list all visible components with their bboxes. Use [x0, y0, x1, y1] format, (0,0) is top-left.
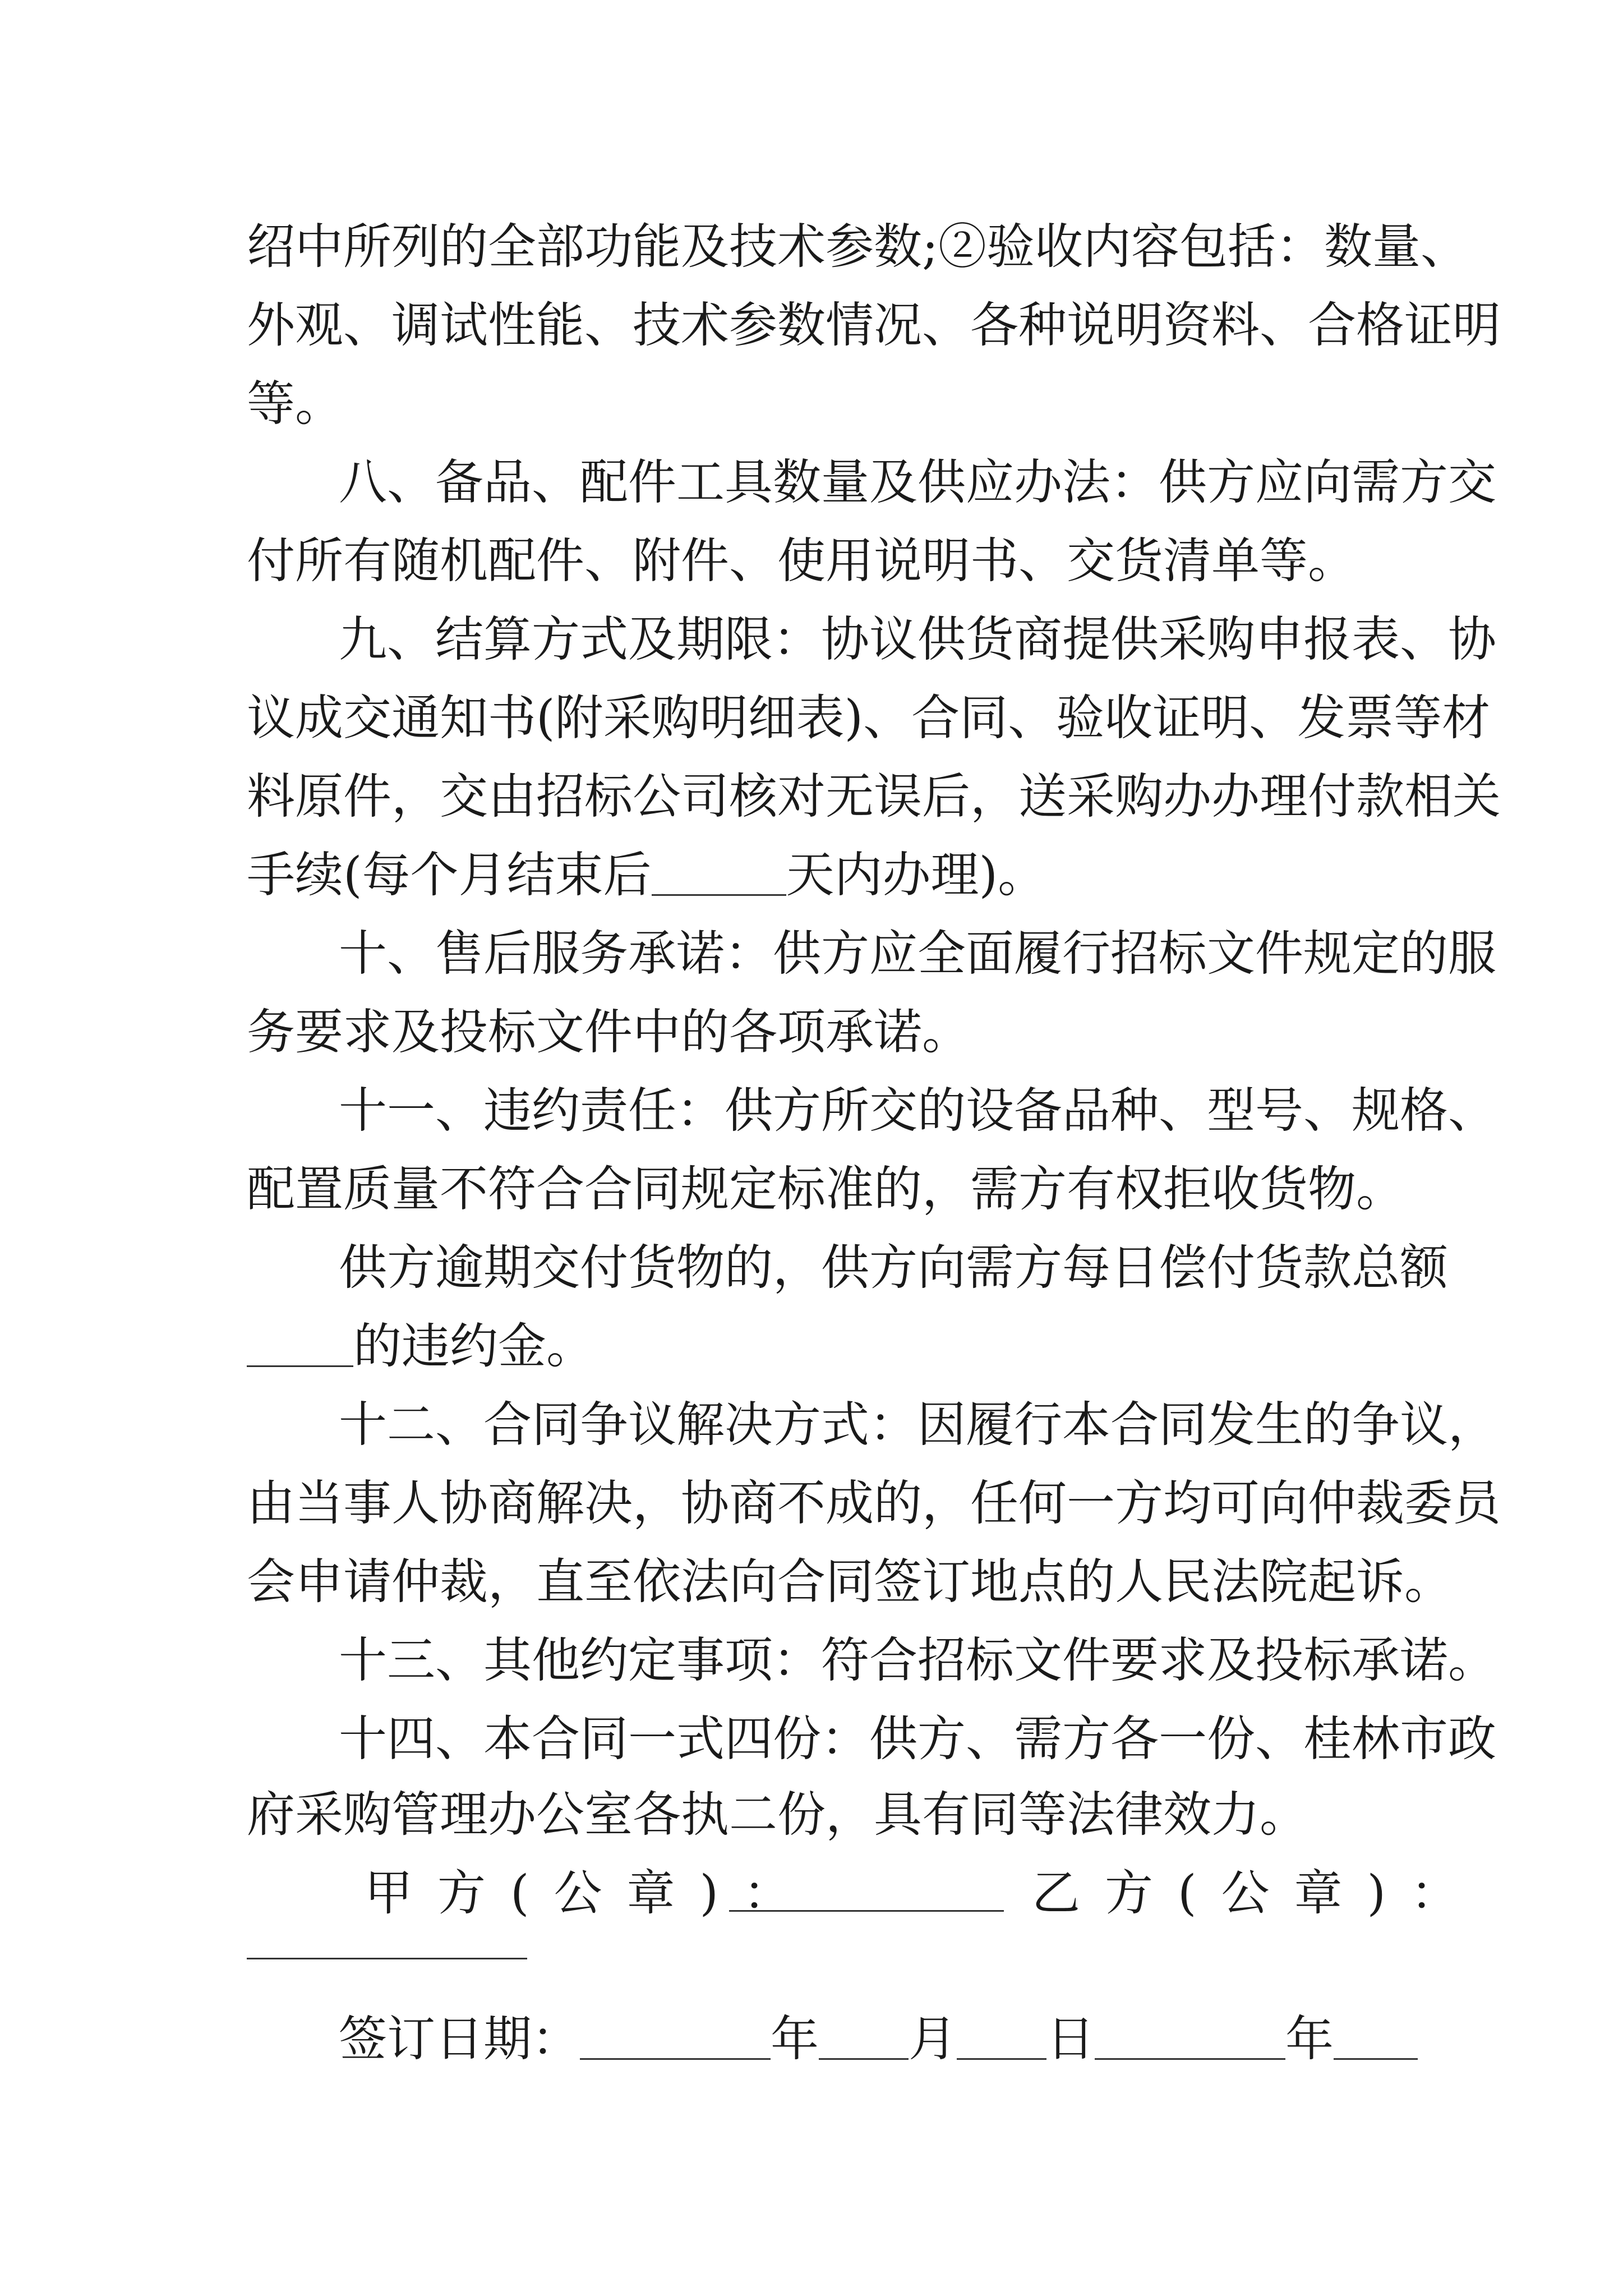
text-line: 等。: [247, 376, 343, 432]
blank-day: [957, 2018, 1046, 2060]
party-a-signature-line: [729, 1910, 1004, 1912]
text-line: 由当事人协商解决，协商不成的，任何一方均可向仲裁委员: [247, 1475, 1501, 1531]
text-line: 议成交通知书(附采购明细表)、合同、验收证明、发票等材: [247, 690, 1491, 746]
text-line: 会申请仲裁，直至依法向合同签订地点的人民法院起诉。: [247, 1554, 1453, 1610]
clause-14-line: 十四、本合同一式四份：供方、需方各一份、桂林市政: [339, 1711, 1496, 1767]
blank-month-2: [1334, 2018, 1418, 2060]
text-segment: 的违约金。: [353, 1318, 594, 1374]
blank-penalty: [247, 1325, 353, 1367]
clause-9-line: 九、结算方式及期限：协议供货商提供采购申报表、协: [339, 611, 1496, 668]
month-label: 月: [909, 2011, 957, 2067]
clause-10-line: 十、售后服务承诺：供方应全面履行招标文件规定的服: [339, 926, 1496, 982]
text-line: 配置质量不符合合同规定标准的，需方有权拒收货物。: [247, 1161, 1404, 1217]
text-line: 付所有随机配件、附件、使用说明书、交货清单等。: [247, 533, 1356, 589]
blank-year-2: [1095, 2018, 1285, 2060]
clause-12-line: 十二、合同争议解决方式：因履行本合同发生的争议，: [339, 1397, 1496, 1453]
party-b-signature-line: [247, 1958, 527, 1959]
text-line: [247, 1301, 1380, 1391]
clause-13-line: 十三、其他约定事项：符合招标文件要求及投标承诺。: [339, 1632, 1496, 1688]
text-line: 绍中所列的全部功能及技术参数;②验收内容包括：数量、: [247, 219, 1469, 275]
blank-month: [819, 2018, 909, 2060]
day-label: 日: [1046, 2011, 1095, 2067]
text-line: 务要求及投标文件中的各项承诺。: [247, 1004, 970, 1060]
text-segment: 天内办理)。: [786, 847, 1046, 903]
year-label-2: 年: [1285, 2011, 1334, 2067]
blank-days: [652, 854, 786, 896]
contract-page: [247, 0, 1501, 2296]
text-line: 府采购管理办公室各执二份，具有同等法律效力。: [247, 1787, 1308, 1843]
text-line: 料原件，交由招标公司核对无误后，送采购办办理付款相关: [247, 769, 1501, 825]
text-segment: 手续(每个月结束后: [247, 847, 652, 903]
year-label: 年: [771, 2011, 819, 2067]
text-line: 供方逾期交付货物的，供方向需方每日偿付货款总额: [339, 1240, 1448, 1296]
signing-date-row: [339, 1994, 1418, 2084]
clause-8-line: 八、备品、配件工具数量及供应办法：供方应向需方交: [339, 454, 1496, 510]
text-line: 外观、调试性能、技术参数情况、各种说明资料、合格证明: [247, 297, 1501, 353]
text-line: [247, 830, 1380, 920]
date-label: 签订日期：: [339, 2011, 580, 2067]
party-b-seal-label: 乙方(公章)：: [1032, 1865, 1484, 1921]
clause-11-line: 十一、违约责任：供方所交的设备品种、型号、规格、: [339, 1083, 1496, 1139]
blank-year: [580, 2018, 771, 2060]
party-a-seal-label: 甲方(公章)：: [365, 1865, 817, 1921]
